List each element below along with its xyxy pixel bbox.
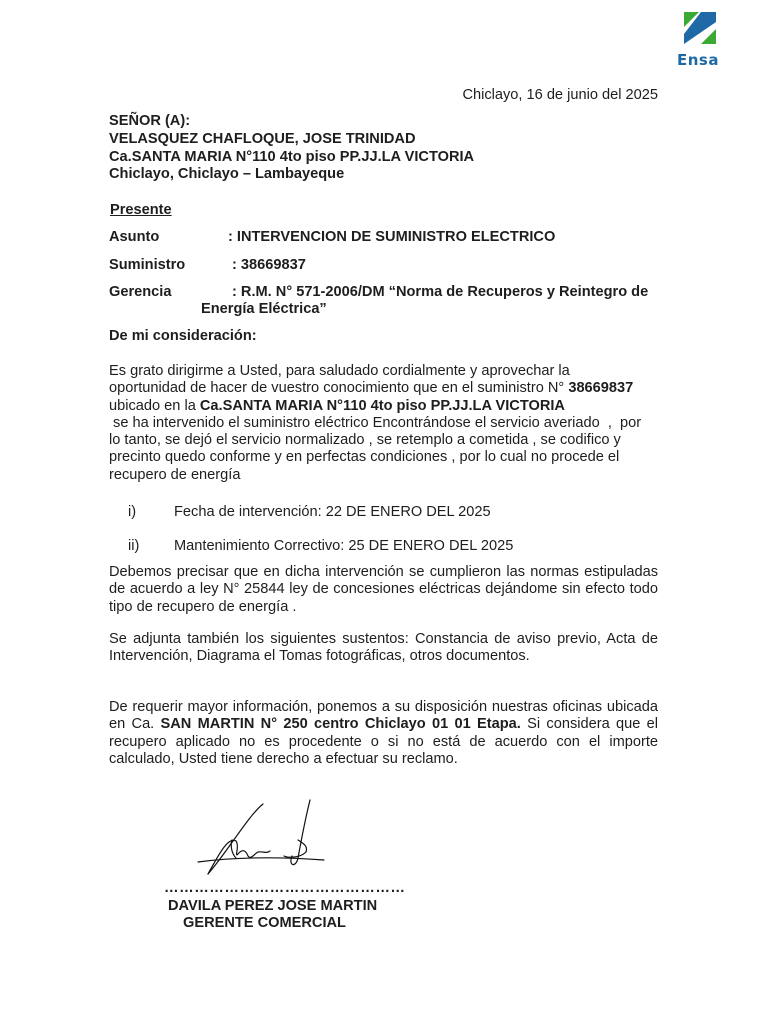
recipient-block — [109, 113, 474, 184]
presente-label: Presente — [110, 202, 172, 218]
signature-line: ………………………………………… — [164, 880, 406, 896]
asunto-value: : INTERVENCION DE SUMINISTRO ELECTRICO — [228, 229, 556, 245]
supply-address: Ca.SANTA MARIA N°110 4to piso PP.JJ.LA VICTORIA — [199, 397, 565, 414]
signer-title: GERENTE COMERCIAL — [183, 915, 346, 931]
body1-line2 — [109, 380, 658, 397]
suministro-value: : 38669837 — [232, 257, 306, 273]
office-address: SAN MARTIN N° 250 centro Chiclayo 01 01 Etapa. — [160, 716, 521, 733]
handwritten-signature — [188, 796, 333, 876]
body-paragraph-1 — [109, 363, 658, 484]
body1-line5: lo tanto, se dejó el servicio normalizado , se retemplo a cometida , se codifico y — [109, 432, 621, 449]
asunto-label: Asunto — [109, 229, 160, 245]
body4-text-start: De requerir mayor información, ponemos a su disposición nuestras oficinas ubicada en Ca. — [109, 699, 658, 733]
body-paragraph-2: Debemos precisar que en dicha intervención se cumplieron las normas estipuladas de acuerdo a ley N° 25844 ley de concesiones eléctricas dejándome sin efecto todo tipo de recupero de energía . — [109, 564, 658, 615]
gerencia-value-line2: Energía Eléctrica” — [201, 301, 327, 317]
recipient-name: VELASQUEZ CHAFLOQUE, JOSE TRINIDAD — [109, 130, 416, 147]
body4-text-end: Si considera que el recupero aplicado no es procedente o si no está de acuerdo con el importe calculado, Usted tiene derecho a efectuar su reclamo. — [109, 716, 658, 767]
body1-line7: recupero de energía — [109, 466, 241, 483]
logo-wordmark: Ensa — [677, 51, 719, 69]
body1-line2-text: oportunidad de hacer de vuestro conocimiento que en el suministro N° — [109, 380, 569, 397]
body1-line3-text: ubicado en la — [109, 397, 200, 414]
salutation: SEÑOR (A): — [109, 113, 191, 129]
list-item-1-number: i) — [128, 504, 137, 520]
body-paragraph-3: Se adjunta también los siguientes sustentos: Constancia de aviso previo, Acta de Intervención, Diagrama el Tomas fotográficas, otros documentos. — [109, 631, 658, 665]
body1-line1: Es grato dirigirme a Usted, para saludado cordialmente y aprovechar la — [109, 363, 570, 379]
body1-line4: se ha intervenido el suministro eléctrico Encontrándose el servicio averiado , por — [109, 414, 642, 431]
gerencia-value-line1: : R.M. N° 571-2006/DM “Norma de Recuperos y Reintegro de — [232, 284, 649, 300]
gerencia-label: Gerencia — [109, 284, 172, 300]
date-line: Chiclayo, 16 de junio del 2025 — [462, 87, 658, 103]
recipient-address: Ca.SANTA MARIA N°110 4to piso PP.JJ.LA VICTORIA — [109, 148, 475, 165]
supply-number: 38669837 — [568, 380, 634, 397]
body1-line3 — [109, 398, 658, 415]
signer-name: DAVILA PEREZ JOSE MARTIN — [168, 898, 378, 914]
list-item-1-text: Fecha de intervención: 22 DE ENERO DEL 2025 — [174, 504, 491, 520]
list-item-2-text: Mantenimiento Correctivo: 25 DE ENERO DEL 2025 — [174, 538, 514, 554]
suministro-label: Suministro — [109, 257, 186, 273]
body1-line6: precinto quedo conforme y en perfectas condiciones , por lo cual no procede el — [109, 449, 620, 466]
list-item-2-number: ii) — [128, 538, 140, 554]
body-paragraph-4 — [109, 699, 658, 768]
recipient-city: Chiclayo, Chiclayo – Lambayeque — [109, 166, 345, 183]
greeting: De mi consideración: — [109, 328, 257, 344]
